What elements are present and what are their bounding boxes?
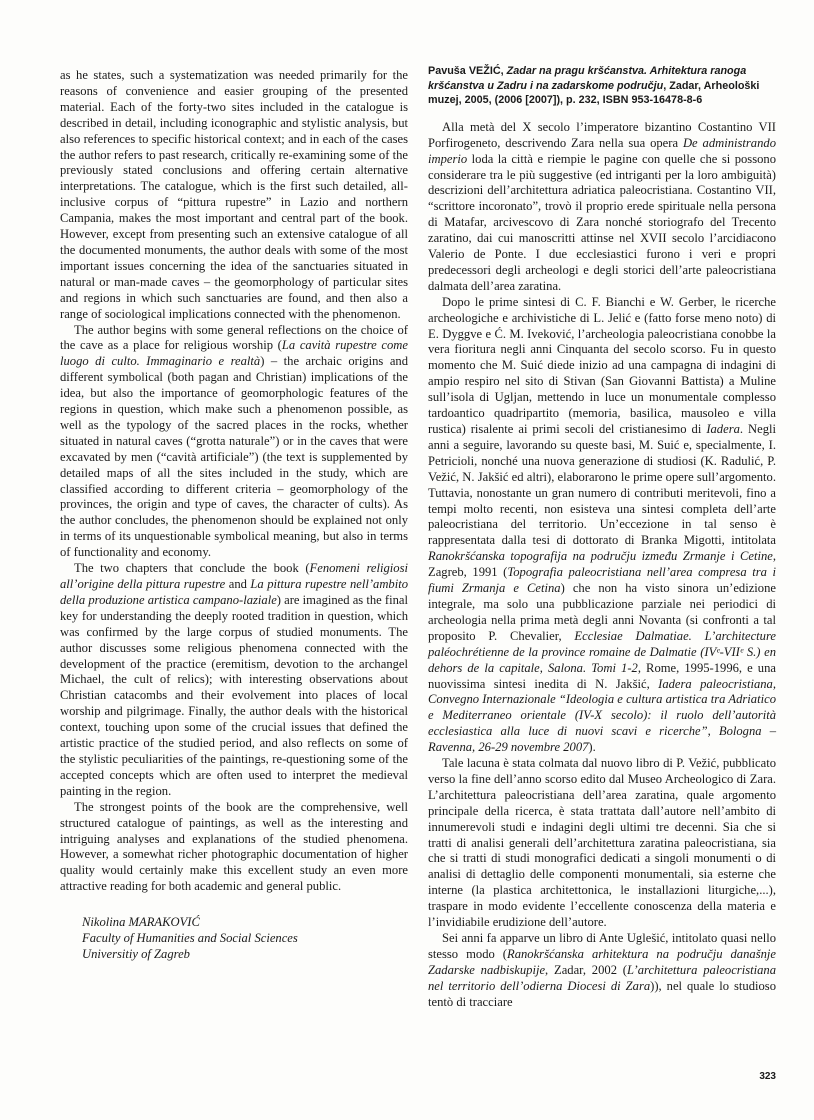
right-column <box>428 65 776 1011</box>
reviewer-affiliation: Faculty of Humanities and Social Sciences <box>82 931 298 946</box>
page-number: 323 <box>759 1071 776 1082</box>
paragraph: Tale lacuna è stata colmata dal nuovo libro di P. Vežić, pubblicato verso la fine dell’anno scorso edito dal Museo Archeologico di Zara. L’architettura paleocristiana dell’area zaratina, quale argomento principale della ricerca, è stata trattata dall’autore nell’ambito di innumerevoli studi e indagini degli ultimi tre decenni. Sia che si tratti di analisi generali dell’architettura zaratina paleocristiana, sia che si tratti di studi monografici dedicati a singoli monumenti o di analisi di dettaglio delle componenti monumentali, sia esterne che interne (la plastica architettonica, le installazioni liturgiche,...), traspare in modo evidente l’eccellente conoscenza della materia e l’invidiabile erudizione dell’autore. <box>428 756 776 930</box>
paragraph: The strongest points of the book are the comprehensive, well structured catalogue of paintings, as well as the interesting and intriguing analyses and explanations of the studied phenomena. However, a somewhat richer photographic documentation of higher quality would certainly make this excellent study an even more attractive reading for both academic and general public. <box>60 799 408 894</box>
reviewer-name: Nikolina MARAKOVIĆ <box>82 915 200 930</box>
paragraph: Dopo le prime sintesi di C. F. Bianchi e W. Gerber, le ricerche archeologiche e archivistiche di L. Jelić e (fatto forse meno noto) di E. Dyggve e Ć. M. Iveković, l’archeologia paleocristiana conobbe la vera fioritura negli anni Cinquanta del secolo scorso. Fu in questo momento che M. Suić diede inizio ad una campagna di indagini di ampio respiro nel sito di Stivan (San Giovanni Battista) a Muline sull’isola di Ugljan, mettendo in luce un monumentale complesso tardoantico quadripartito (memoria, basilica, mausoleo e villa rustica) risalente ai primi secoli del cristianesimo di Iadera. Negli anni a seguire, lavorando su queste basi, M. Suić e, specialmente, I. Petricioli, nonché una nuova generazione di studiosi (K. Radulić, P. Vežić, N. Jakšić ed altri), elaborarono le prime opere sull’argomento. Tuttavia, nonostante un gran numero di contributi meritevoli, fino a tempi molto recenti, non esisteva una sintesi completa dell’arte paleocristiana del territorio. Un’eccezione in tal senso è rappresentata dalla tesi di dottorato di Branka Migotti, intitolata Ranokršćanska topografija na području između Zrmanje i Cetine, Zagreb, 1991 (Topografia paleocristiana nell’area compresa tra i fiumi Zrmanja e Cetina) che non ha visto sinora un’edizione integrale, ma solo una pubblicazione parziale nei periodici di archeologia nella prima metà degli anni Novanta (si confronti a tal proposito P. Chevalier, Ecclesiae Dalmatiae. L’architecture paléochrétienne de la province romaine de Dalmatie (IVᵉ-VIIᵉ S.) en dehors de la capitale, Salona. Tomi 1-2, Rome, 1995-1996, e una nuovissima sintesi inedita di N. Jakšić, Iadera paleocristiana, Convegno Internazionale “Ideologia e cultura artistica tra Adriatico e Mediterraneo orientale (IV-X secolo): il ruolo dell’autorità ecclesiastica alla luce di nuovi scavi e ricerche”, Bologna – Ravenna, 26-29 novembre 2007). <box>428 294 776 755</box>
paragraph: The author begins with some general reflections on the choice of the cave as a place for religious worship (La cavità rupestre come luogo di culto. Immaginario e realtà) – the archaic origins and different symbolical (both pagan and Christian) implications of the idea, but also the importance of geomorphologic features of the regions in question, which make such a phenomenon possible, as well as the typology of the sacred places in the rocks, whether situated in natural caves (“grotta naturale”) or in the caves that were excavated by men (“cavità artificiale”) (the text is supplemented by detailed maps of all the sites included in the study, which are classified according to different criteria – geomorphology of the provinces, the origin and type of caves, the character of cults). As the author concludes, the phenomenon should be explained not only in terms of its unquestionable symbolical meaning, but also in terms of functionality and economy. <box>60 322 409 560</box>
paragraph: Sei anni fa apparve un libro di Ante Uglešić, intitolato quasi nello stesso modo (Ranokršćanska arhitektura na području današnje Zadarske nadbiskupije, Zadar, 2002 (L’architettura paleocristiana nel territorio dell’odierna Diocesi di Zara)), nel quale lo studioso tentò di tracciare <box>428 931 776 1009</box>
paragraph: The two chapters that conclude the book (Fenomeni religiosi all’origine della pittura rupestre and La pittura rupestre nell’ambito della produzione artistica campano-laziale) are imagined as the final key for understanding the deeply rooted tradition in question, which was confirmed by the large corpus of studied monuments. The author discusses some religious phenomena connected with the development of the practice (eremitism, devotion to the archangel Michael, the cult of relics); with interesting observations about Christian catacombs and their evolvement into places of local worship and pilgrimage. Finally, the author deals with the historical context, touching upon some of the crucial issues that defined the artistic practice of the studied period, and also reflects on some of the stylistic peculiarities of the paintings, re-questioning some of the accepted concepts which are often used to interpret the medieval painting in the region. <box>60 561 409 798</box>
paragraph: Alla metà del X secolo l’imperatore bizantino Costantino VII Porfirogeneto, descrivendo Zara nella sua opera De administrando imperio loda la città e riempie le pagine con quelle che si possono considerare tra le più suggestive (ed intriganti per la loro ambiguità) descrizioni dell’architettura adriatica paleocristiana. Costantino VII, “scrittore incoronato”, trovò il proprio erede spirituale nella persona di Matafar, arcivescovo di Zara nonché storiografo del Trecento zaratino, dai cui manoscritti attinse nel XVII secolo l’arcidiacono Valerio de Ponte. I due ecclesiastici furono i veri e propri predecessori degli archeologi e degli storici dell’arte paleocristiana dalmata dell’area zaratina. <box>428 119 776 293</box>
paragraph: as he states, such a systematization was needed primarily for the reasons of convenience and easier grouping of the presented material. Each of the forty-two sites included in the catalogue is described in detail, including iconographic and stylistic analysis, but also references to specific historical context; and in each of the cases the author refers to past research, critically re-examining some of the previously stated conclusions and offering certain alternative interpretations. The catalogue, which is the first such detailed, all-inclusive corpus of “pittura rupestre” in Lazio and northern Campania, makes the most important and central part of the book. However, except from presenting such an extensive catalogue of all the documented monuments, the author deals with some of the most important issues concerning the idea of the sanctuaries situated in natural or man-made caves – the geomorphology of particular sites and regions in which such sanctuaries are found, and then also a range of sociological implications connected with the phenomenon. <box>60 68 408 321</box>
reviewer-university: Universitiy of Zagreb <box>82 946 190 961</box>
review-signature <box>60 915 408 963</box>
left-column <box>60 68 408 963</box>
review-heading: Pavuša VEŽIĆ, Zadar na pragu kršćanstva. Arhitektura ranoga kršćanstva u Zadru i na zadarskome području, Zadar, Arheološki muzej, 2005, (2006 [2007]), p. 232, ISBN 953-16478-8-6 <box>428 65 760 107</box>
